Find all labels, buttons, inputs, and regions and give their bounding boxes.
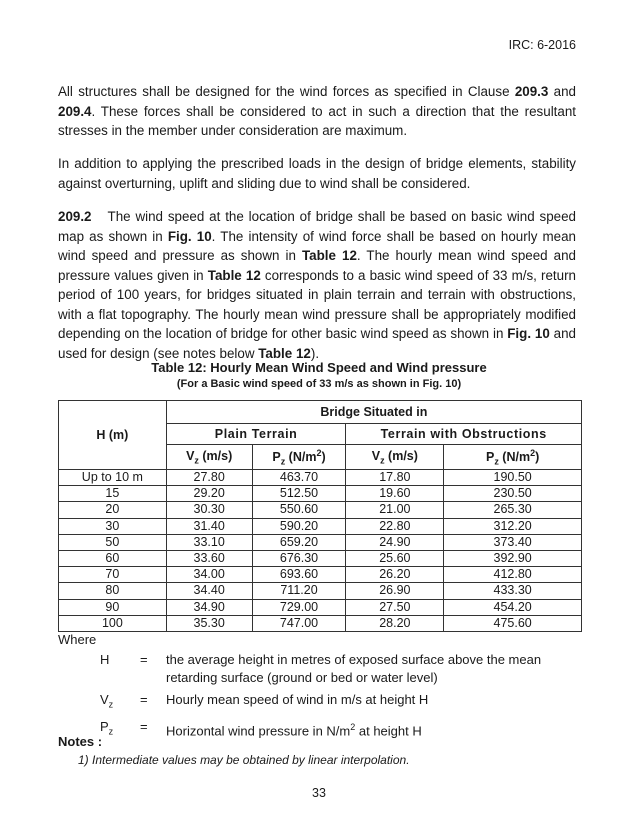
- symbol: V: [186, 448, 195, 463]
- cell-height: Up to 10 m: [59, 470, 167, 486]
- definition-pz: [100, 718, 560, 741]
- unit: (N/m: [498, 449, 531, 464]
- cell-pz-plain: 550.60: [252, 502, 346, 518]
- cell-pz-obstructions: 312.20: [444, 518, 582, 534]
- note-1: 1) Intermediate values may be obtained by linear interpolation.: [78, 753, 410, 767]
- cell-pz-obstructions: 373.40: [444, 534, 582, 550]
- cell-pz-plain: 747.00: [252, 615, 346, 631]
- header-vz-plain: [166, 445, 252, 470]
- cell-pz-plain: 711.20: [252, 583, 346, 599]
- table-title: Table 12: Hourly Mean Wind Speed and Wind pressure: [151, 360, 487, 375]
- document-reference: IRC: 6-2016: [508, 38, 576, 52]
- subscript: z: [108, 726, 114, 737]
- cell-height: 30: [59, 518, 167, 534]
- unit: ): [535, 449, 540, 464]
- clause-reference: 209.4: [58, 103, 92, 119]
- cell-height: 70: [59, 567, 167, 583]
- equals-sign: =: [140, 718, 148, 734]
- cell-vz-obstructions: 21.00: [346, 502, 444, 518]
- table-subtitle: (For a Basic wind speed of 33 m/s as shown in Fig. 10): [176, 378, 462, 390]
- table-row: [59, 599, 582, 615]
- cell-vz-obstructions: 26.20: [346, 567, 444, 583]
- definitions-list: [100, 651, 560, 744]
- cell-height: 80: [59, 583, 167, 599]
- table-row: [59, 567, 582, 583]
- definition-text: the average height in metres of exposed surface above the mean retarding surface (ground or bed or water level): [166, 652, 542, 685]
- header-vz-obstructions: [346, 445, 444, 470]
- table-row: [59, 550, 582, 566]
- unit: (m/s): [198, 448, 233, 463]
- cell-pz-obstructions: 265.30: [444, 502, 582, 518]
- cell-vz-plain: 31.40: [166, 518, 252, 534]
- cell-vz-plain: 34.40: [166, 583, 252, 599]
- cell-pz-plain: 463.70: [252, 470, 346, 486]
- superscript: 2: [350, 721, 356, 732]
- cell-pz-plain: 676.30: [252, 550, 346, 566]
- subscript: z: [494, 456, 499, 467]
- definition-vz: [100, 691, 560, 714]
- wind-speed-table: [58, 400, 582, 632]
- header-bridge-situated: Bridge Situated in: [166, 401, 581, 424]
- table-row: [59, 470, 582, 486]
- header-plain-terrain: Plain Terrain: [166, 424, 346, 445]
- table-row: [59, 534, 582, 550]
- table-row: [59, 486, 582, 502]
- page-number: 33: [312, 786, 326, 800]
- cell-pz-obstructions: 412.80: [444, 567, 582, 583]
- unit: (m/s): [384, 448, 418, 463]
- text: Horizontal wind pressure in N/m: [166, 722, 351, 738]
- symbol-h: H: [100, 652, 110, 667]
- table-reference: Table 12: [301, 248, 357, 263]
- symbol: V: [371, 448, 381, 463]
- cell-height: 20: [59, 502, 167, 518]
- superscript: 2: [530, 447, 536, 458]
- clause-reference: 209.3: [514, 84, 549, 99]
- cell-pz-obstructions: 454.20: [444, 599, 582, 615]
- subscript: z: [380, 455, 385, 466]
- cell-vz-obstructions: 27.50: [346, 599, 444, 615]
- symbol: P: [100, 718, 109, 734]
- cell-vz-obstructions: 25.60: [346, 550, 444, 566]
- paragraph-wind-forces: [58, 82, 576, 141]
- cell-vz-plain: 34.90: [166, 599, 252, 615]
- text: The wind speed at the location of bridge shall be based on basic wind speed map as shown in: [58, 209, 576, 244]
- symbol: V: [100, 692, 109, 707]
- cell-vz-obstructions: 17.80: [346, 470, 444, 486]
- cell-vz-obstructions: 26.90: [346, 583, 444, 599]
- paragraph-stability: In addition to applying the prescribed loads in the design of bridge elements, stability against overturning, uplift and sliding due to wind shall be considered.: [58, 156, 576, 191]
- symbol-pz: [100, 718, 140, 741]
- subscript: z: [280, 456, 286, 467]
- cell-vz-plain: 34.00: [166, 567, 252, 583]
- figure-reference: Fig. 10: [507, 326, 550, 341]
- cell-vz-plain: 33.10: [166, 534, 252, 550]
- cell-vz-plain: 29.20: [166, 486, 252, 502]
- cell-height: 60: [59, 550, 167, 566]
- equals-sign: =: [140, 652, 148, 667]
- cell-height: 15: [59, 486, 167, 502]
- cell-vz-plain: 27.80: [166, 470, 252, 486]
- cell-height: 50: [59, 534, 167, 550]
- cell-vz-obstructions: 24.90: [346, 534, 444, 550]
- subscript: z: [194, 455, 199, 466]
- text: . The intensity of wind force shall be based on hourly mean wind speed and pressure as shown in: [58, 228, 577, 263]
- text: at height H: [355, 722, 422, 738]
- cell-pz-obstructions: 230.50: [444, 486, 582, 502]
- cell-pz-obstructions: 475.60: [444, 615, 582, 631]
- symbol: P: [485, 449, 495, 464]
- symbol-vz: [100, 691, 140, 714]
- cell-vz-obstructions: 22.80: [346, 518, 444, 534]
- text: . The hourly mean wind speed and pressure values given in: [58, 248, 576, 283]
- where-label: Where: [58, 632, 97, 647]
- header-pz-obstructions: [444, 445, 582, 470]
- table-row: [59, 502, 582, 518]
- cell-vz-plain: 33.60: [166, 550, 252, 566]
- header-pz-plain: [252, 445, 346, 470]
- cell-pz-plain: 659.20: [252, 534, 346, 550]
- cell-pz-obstructions: 392.90: [444, 550, 582, 566]
- cell-pz-plain: 590.20: [252, 518, 346, 534]
- subscript: z: [108, 699, 114, 710]
- cell-pz-plain: 693.60: [252, 567, 346, 583]
- text: ).: [310, 345, 320, 361]
- header-height: H (m): [59, 401, 167, 470]
- equals-sign: =: [140, 692, 148, 707]
- cell-height: 100: [59, 615, 167, 631]
- paragraph-209-2: [58, 207, 576, 363]
- table-row: [59, 583, 582, 599]
- text: All structures shall be designed for the wind forces as specified in Clause: [58, 84, 515, 99]
- symbol: P: [272, 449, 281, 464]
- cell-vz-plain: 35.30: [166, 615, 252, 631]
- table-reference: Table 12: [258, 345, 311, 361]
- section-number: 209.2: [58, 209, 92, 224]
- cell-pz-plain: 729.00: [252, 599, 346, 615]
- notes-heading: Notes :: [58, 734, 103, 749]
- cell-pz-obstructions: 190.50: [444, 470, 582, 486]
- unit: (N/m: [285, 449, 317, 464]
- text: and used for design (see notes below: [58, 326, 576, 361]
- text: . These forces shall be considered to act in such a direction that the resultant stresses in the member under consideration are maximum.: [58, 103, 576, 138]
- text: corresponds to a basic wind speed of 33 m/s, return period of 100 years, for bridges situated in plain terrain and terrain with obstructions, with a flat topography. The hourly mean wind pressure shall be appropriately modified depending on the location of bridge for other basic wind speed as shown in: [58, 267, 576, 341]
- definition-h: [100, 651, 560, 687]
- figure-reference: Fig. 10: [167, 228, 212, 244]
- cell-pz-plain: 512.50: [252, 486, 346, 502]
- unit: ): [321, 449, 326, 464]
- cell-vz-obstructions: 28.20: [346, 615, 444, 631]
- definition-text: Hourly mean speed of wind in m/s at height H: [166, 692, 429, 707]
- text: and: [548, 84, 576, 99]
- table-reference: Table 12: [207, 267, 261, 283]
- header-terrain-obstructions: Terrain with Obstructions: [346, 424, 582, 445]
- cell-height: 90: [59, 599, 167, 615]
- cell-pz-obstructions: 433.30: [444, 583, 582, 599]
- definition-text: [166, 718, 560, 741]
- cell-vz-obstructions: 19.60: [346, 486, 444, 502]
- table-row: [59, 518, 582, 534]
- table-row: [59, 615, 582, 631]
- superscript: 2: [316, 447, 322, 458]
- cell-vz-plain: 30.30: [166, 502, 252, 518]
